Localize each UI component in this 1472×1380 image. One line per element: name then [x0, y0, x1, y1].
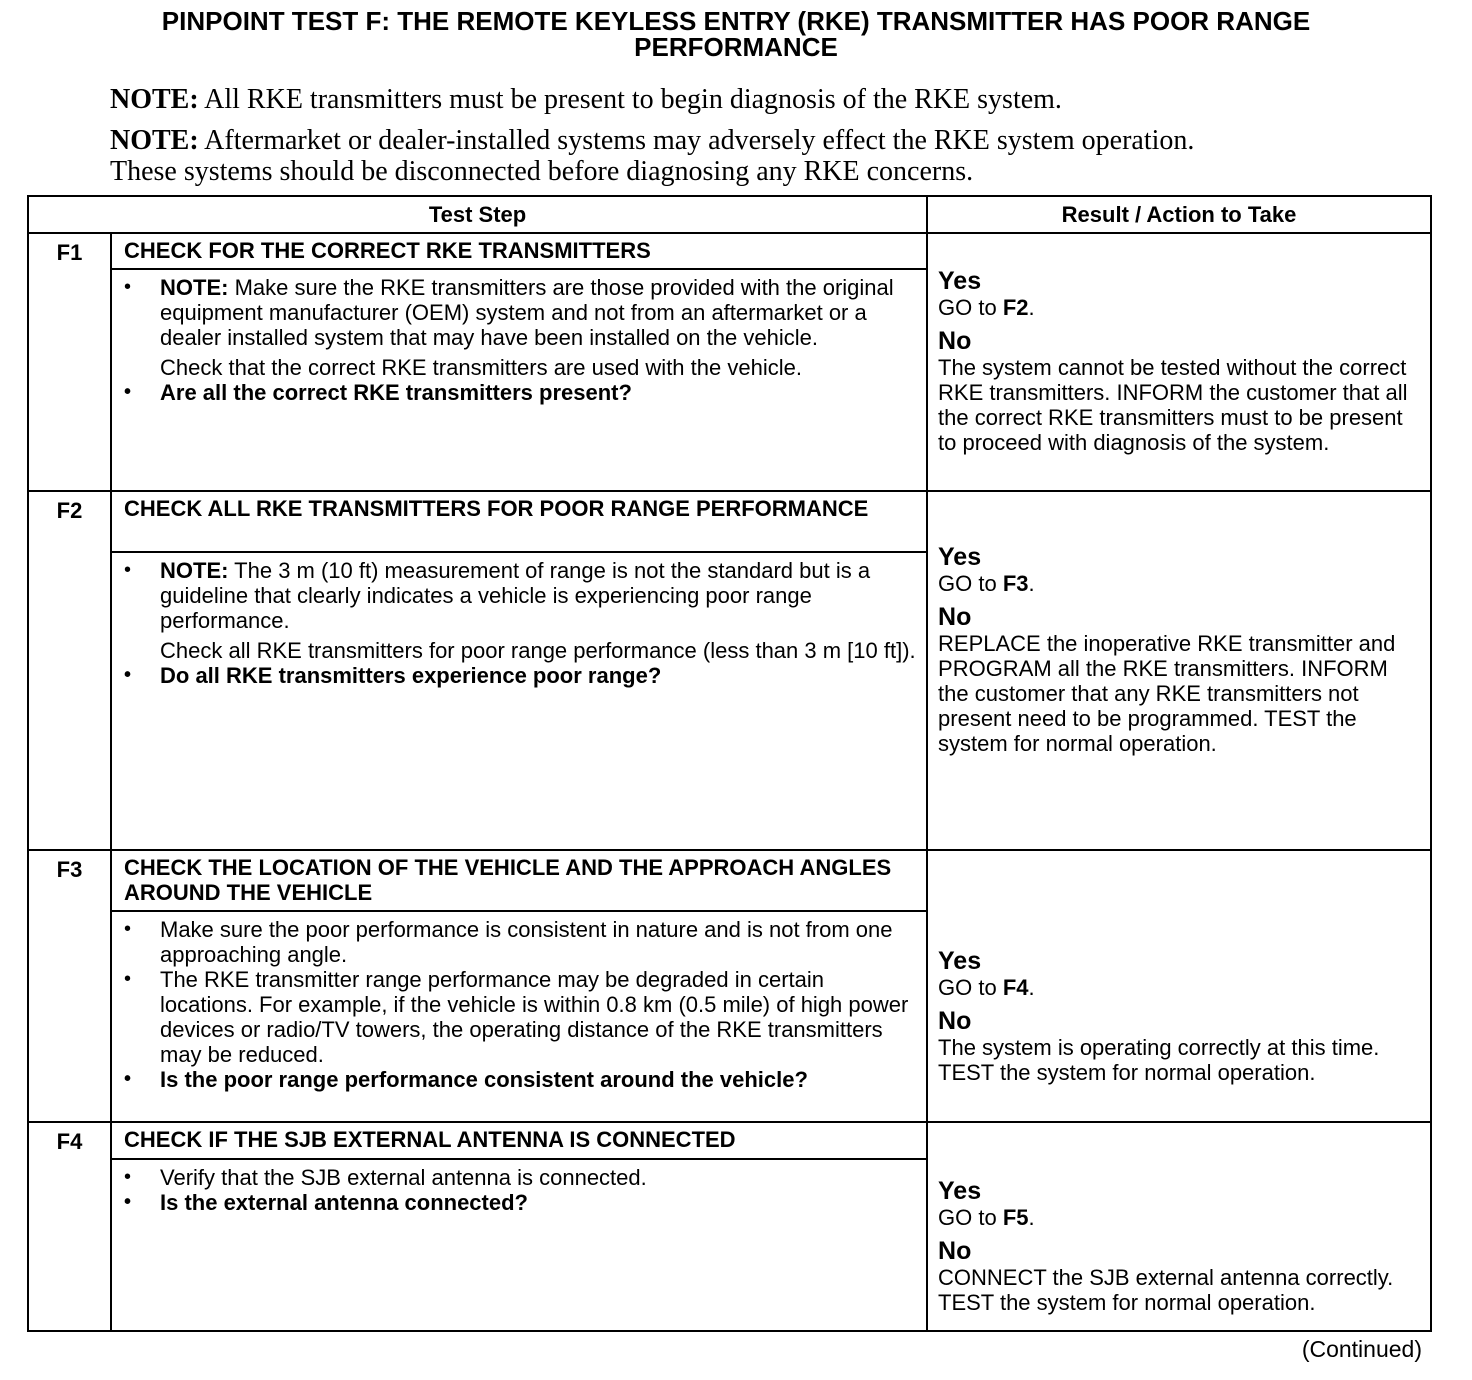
step-id-spacer [28, 269, 111, 491]
step-heading-row [28, 1122, 1431, 1158]
step-heading: CHECK IF THE SJB EXTERNAL ANTENNA IS CONNECTED [111, 1122, 927, 1158]
yes-target: F3 [1002, 571, 1029, 597]
result-block [938, 1178, 1424, 1315]
result-block [938, 544, 1424, 756]
list-item-question: • Is the external antenna connected? [160, 1190, 916, 1215]
note-label: NOTE: [110, 84, 199, 115]
note-text: The 3 m (10 ft) measurement of range is not the standard but is a guideline that clearly indicates a vehicle is experiencing poor range performance. [160, 557, 871, 633]
no-action: The system is operating correctly at this time. TEST the system for normal operation. [938, 1034, 1380, 1085]
no-label: No [938, 1006, 972, 1035]
note-sub: Check that the correct RKE transmitters are used with the vehicle. [160, 355, 802, 381]
yes-label: Yes [938, 946, 982, 975]
title-line-1: PINPOINT TEST F: THE REMOTE KEYLESS ENTRY (RKE) TRANSMITTER HAS POOR RANGE [161, 6, 1311, 36]
header-test-step: Test Step [28, 196, 927, 233]
no-action: CONNECT the SJB external antenna correctly. TEST the system for normal operation. [938, 1265, 1394, 1316]
step-id-spacer [28, 911, 111, 1123]
list-item: • The RKE transmitter range performance may be degraded in certain locations. For example, if the vehicle is within 0.8 km (0.5 mile) of high power devices or radio/TV towers, the operating distance of the RKE transmitters may be reduced. [160, 967, 916, 1067]
table-header-row [28, 196, 1431, 233]
yes-prefix: GO to [938, 571, 1003, 597]
note-text: Make sure the RKE transmitters are those provided with the original equipment manufacturer (OEM) system and not from an aftermarket or a dealer installed system that may have been installed on the vehicle. [160, 275, 894, 351]
header-result-action: Result / Action to Take [927, 196, 1431, 233]
page-title [0, 8, 1472, 60]
step-result [927, 1122, 1431, 1331]
yes-action [938, 571, 1424, 596]
no-action: REPLACE the inoperative RKE transmitter and PROGRAM all the RKE transmitters. INFORM the customer that any RKE transmitters not present need to be programmed. TEST the system for normal operation. [938, 631, 1396, 757]
notes-section [110, 84, 1230, 197]
note-label: NOTE: [110, 125, 199, 156]
step-body [111, 269, 927, 491]
yes-suffix: . [1028, 1205, 1035, 1231]
step-body [111, 911, 927, 1123]
step-heading-row [28, 233, 1431, 269]
note-label: NOTE: [160, 275, 229, 301]
yes-action [938, 295, 1424, 320]
list-item [160, 275, 916, 380]
yes-target: F5 [1002, 1205, 1029, 1231]
step-id-spacer [28, 552, 111, 850]
step-heading: CHECK FOR THE CORRECT RKE TRANSMITTERS [111, 233, 927, 269]
note-text: All RKE transmitters must be present to begin diagnosis of the RKE system. [198, 84, 1062, 115]
pinpoint-test-table [27, 195, 1432, 1332]
no-action: The system cannot be tested without the correct RKE transmitters. INFORM the customer that all the correct RKE transmitters must to be present to proceed with diagnosis of the system. [938, 355, 1408, 456]
yes-prefix: GO to [938, 974, 1003, 1000]
note-sub: Check all RKE transmitters for poor range performance (less than 3 m [10 ft]). [160, 637, 916, 663]
list-item: • Make sure the poor performance is consistent in nature and is not from one approaching angle. [160, 917, 916, 967]
step-body [111, 1159, 927, 1332]
step-id: F2 [28, 491, 111, 552]
no-label: No [938, 1237, 972, 1266]
no-label: No [938, 327, 972, 356]
step-result [927, 850, 1431, 1123]
yes-suffix: . [1028, 295, 1035, 321]
no-label: No [938, 603, 972, 632]
yes-label: Yes [938, 543, 982, 572]
list-item [160, 558, 916, 663]
yes-action [938, 1205, 1424, 1230]
yes-prefix: GO to [938, 1205, 1003, 1231]
step-heading-row [28, 491, 1431, 552]
yes-suffix: . [1028, 571, 1035, 597]
list-item-question: • Is the poor range performance consistent around the vehicle? [160, 1067, 916, 1092]
list-item-question: • Are all the correct RKE transmitters present? [160, 380, 916, 405]
step-heading: CHECK THE LOCATION OF THE VEHICLE AND THE APPROACH ANGLES AROUND THE VEHICLE [111, 850, 927, 911]
yes-label: Yes [938, 1177, 982, 1206]
step-result [927, 233, 1431, 491]
yes-action [938, 975, 1424, 1000]
result-block [938, 948, 1424, 1085]
list-item: • Verify that the SJB external antenna is connected. [160, 1165, 916, 1190]
note-1 [110, 84, 1230, 115]
yes-target: F4 [1002, 974, 1029, 1000]
yes-prefix: GO to [938, 295, 1003, 321]
step-id-spacer [28, 1159, 111, 1332]
title-line-2: PERFORMANCE [634, 32, 838, 62]
yes-suffix: . [1028, 974, 1035, 1000]
yes-target: F2 [1002, 295, 1029, 321]
note-label: NOTE: [160, 557, 229, 583]
note-2 [110, 125, 1230, 187]
step-id: F3 [28, 850, 111, 911]
continued-label: (Continued) [1301, 1336, 1422, 1362]
step-result [927, 491, 1431, 850]
note-text: Aftermarket or dealer-installed systems may adversely effect the RKE system operation. These systems should be disconnected before diagnosing any RKE concerns. [110, 125, 1195, 187]
step-body [111, 552, 927, 850]
yes-label: Yes [938, 267, 982, 296]
step-heading: CHECK ALL RKE TRANSMITTERS FOR POOR RANGE PERFORMANCE [111, 491, 927, 552]
list-item-question: • Do all RKE transmitters experience poor range? [160, 663, 916, 688]
step-id: F1 [28, 233, 111, 269]
step-id: F4 [28, 1122, 111, 1158]
step-heading-row [28, 850, 1431, 911]
